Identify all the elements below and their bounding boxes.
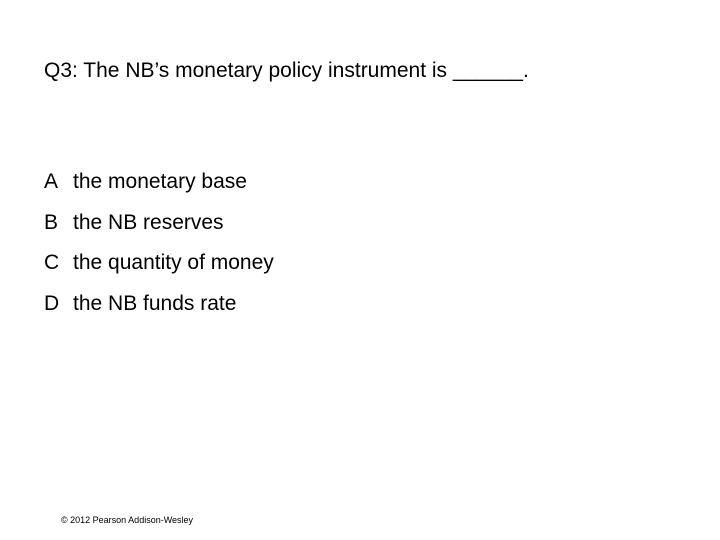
copyright-notice: © 2012 Pearson Addison-Wesley [61, 515, 194, 525]
option-text: the NB funds rate [73, 291, 237, 315]
option-text: the monetary base [73, 170, 247, 194]
answer-options-list [44, 162, 274, 324]
answer-option-b[interactable] [44, 203, 274, 244]
option-text: the NB reserves [73, 210, 224, 234]
answer-option-a[interactable] [44, 162, 274, 203]
option-text: the quantity of money [73, 251, 274, 275]
option-letter: C [44, 251, 60, 275]
option-letter: D [44, 291, 60, 315]
option-letter: A [44, 170, 59, 194]
answer-option-c[interactable] [44, 243, 274, 284]
answer-option-d[interactable] [44, 284, 274, 325]
question-text: Q3: The NB’s monetary policy instrument is ______. [44, 59, 529, 82]
option-letter: B [44, 210, 59, 234]
